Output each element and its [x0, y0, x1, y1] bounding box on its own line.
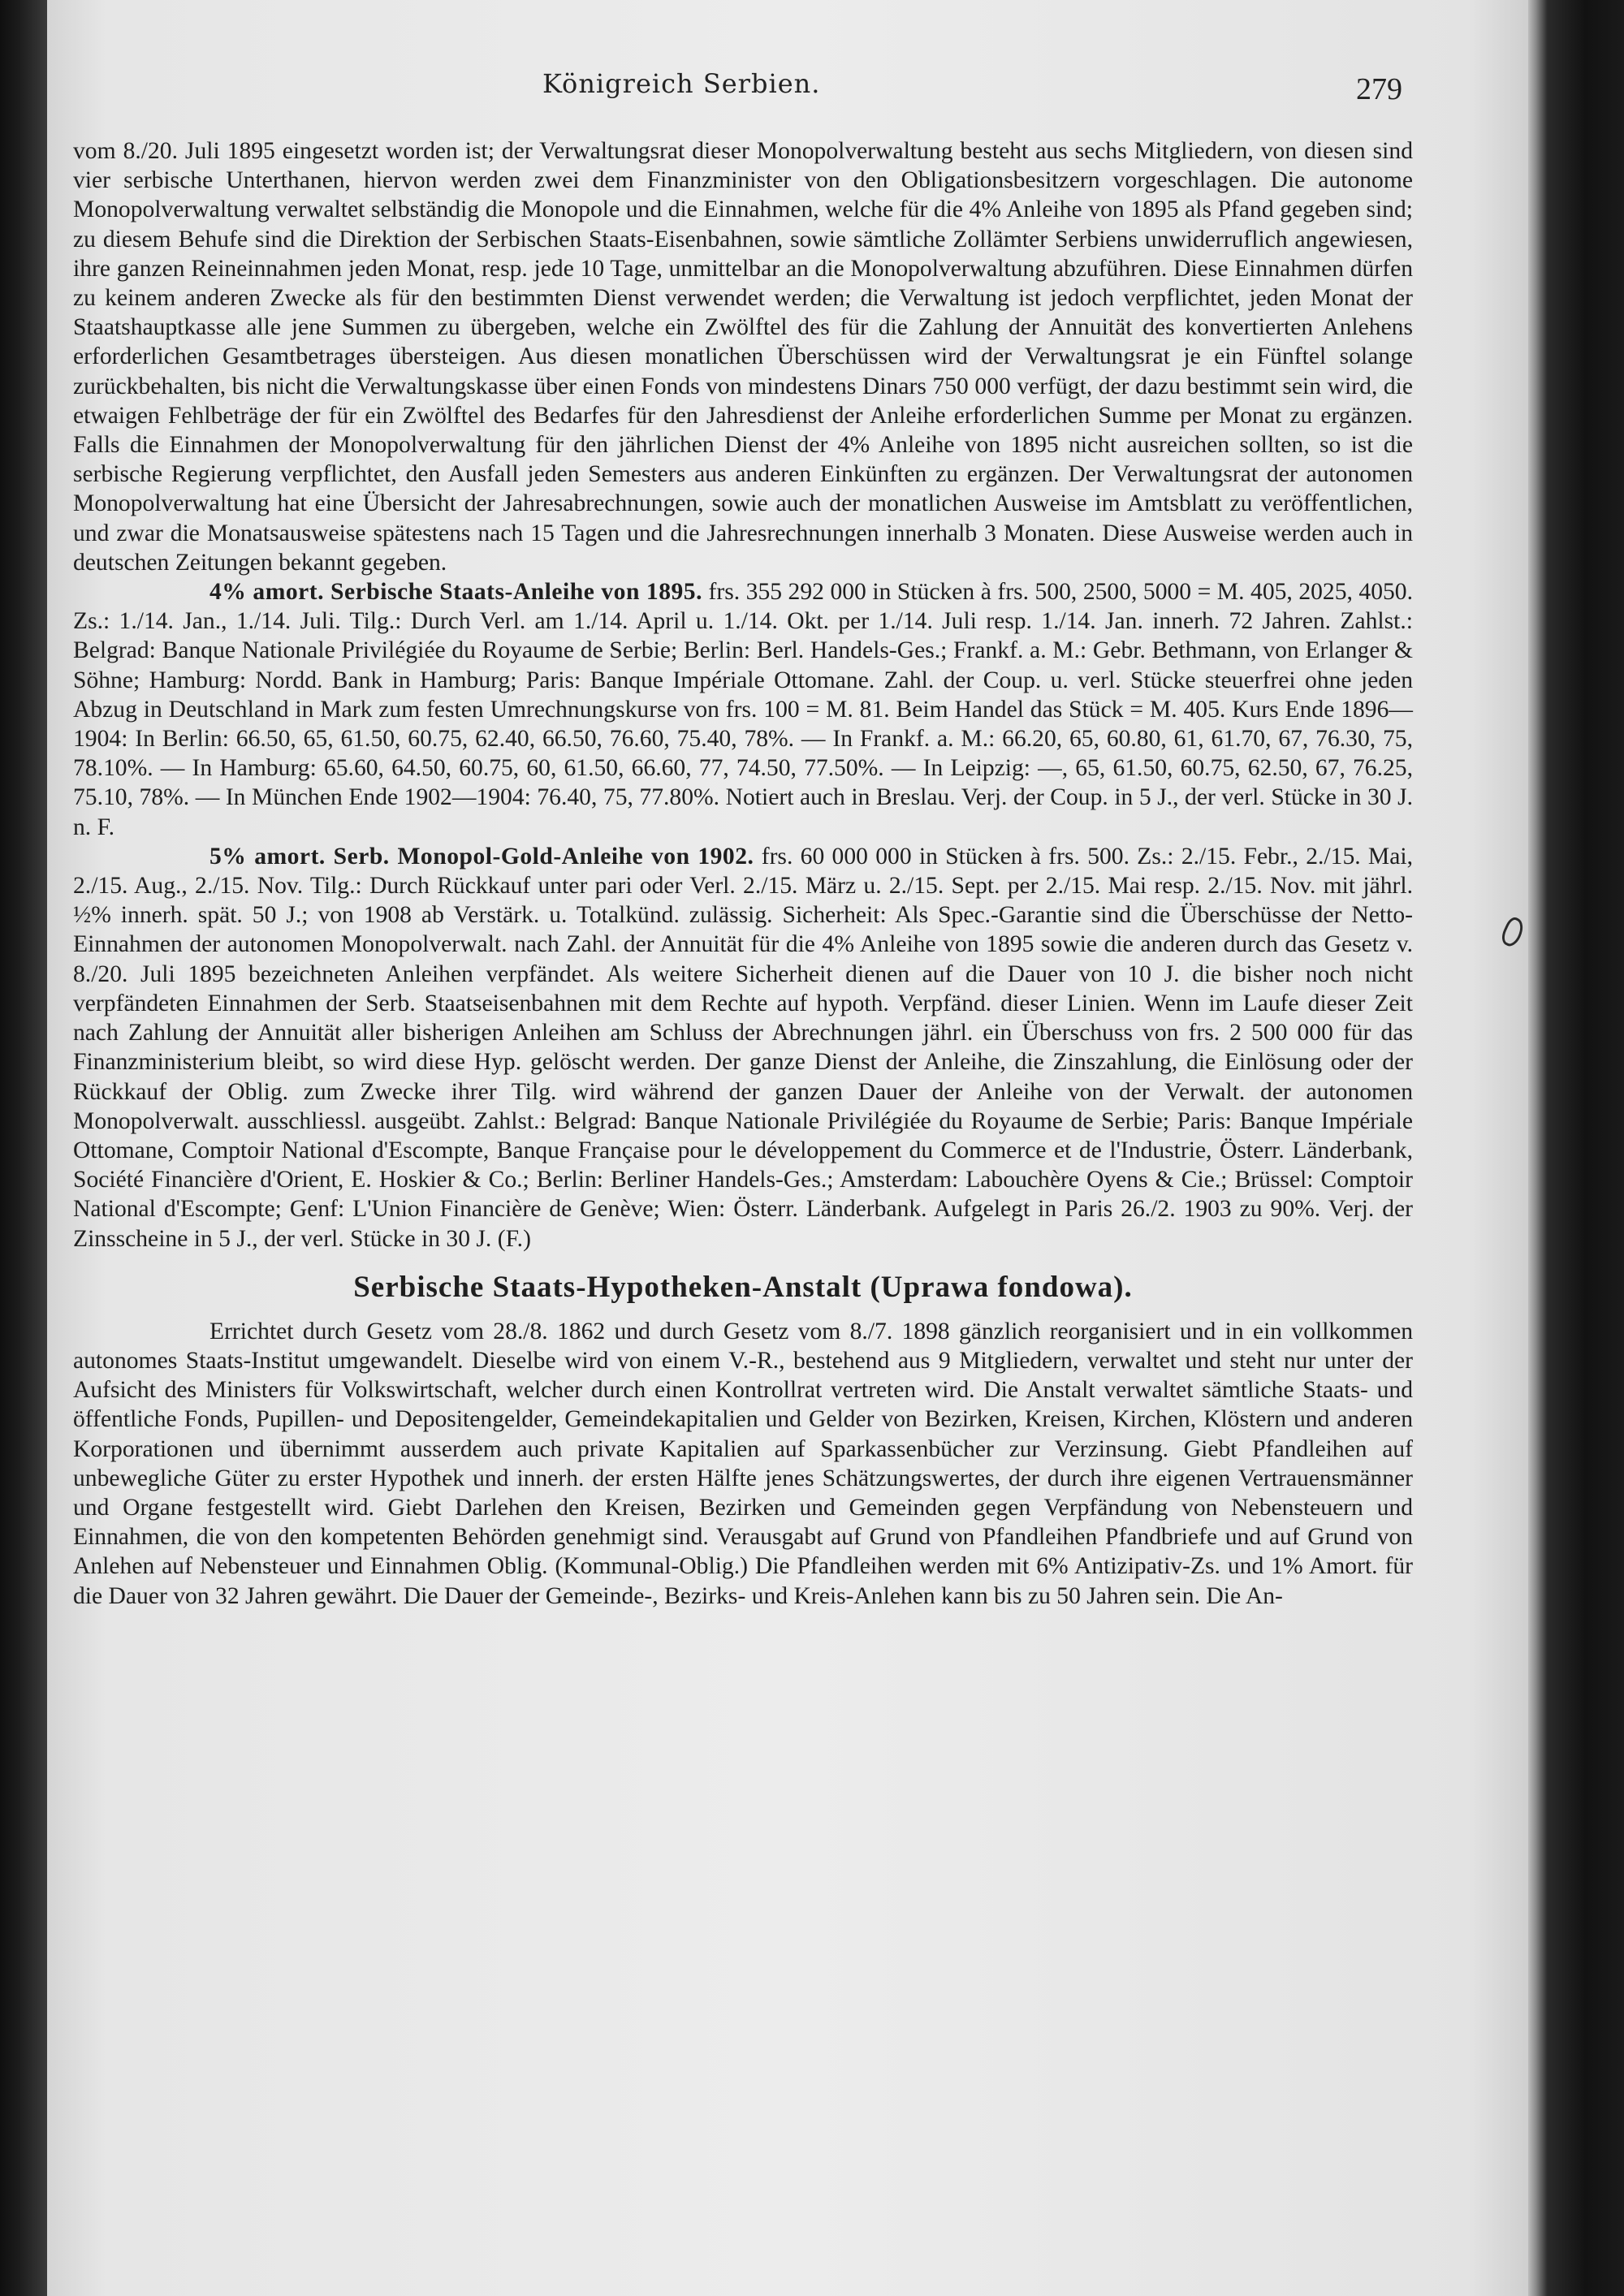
entry-body-monopol-anleihe-1902: frs. 60 000 000 in Stücken à frs. 500. Zs.: 2./15. Febr., 2./15. Mai, 2./15. Aug., 2./15. Nov. Tilg.: Durch Rückkauf unter pari oder Verl. 2./15. März u. 2./15. Sept. per 2./15. Mai resp. 2./15. Nov. mit jährl. ½% innerh. spät. 50 J.; von 1908 ab Verstärk. u. Totalkünd. zulässig. Sicherheit: Als Spec.-Garantie sind die Überschüsse der Netto-Einnahmen der autonomen Monopolverwalt. nach Zahl. der Annuität für die 4% Anleihe von 1895 sowie die anderen durch das Gesetz v. 8./20. Juli 1895 bezeichneten Anleihen verpfändet. Als weitere Sicherheit dienen auf die Dauer von 10 J. die bisher noch nicht verpfändeten Einnahmen der Serb. Staatseisenbahnen mit dem Rechte auf hypoth. Verpfänd. dieser Linien. Wenn im Laufe dieser Zeit nach Zahlung der Annuität aller bisherigen Anleihen am Schluss der Abrechnungen jährl. ein Überschuss von frs. 2 500 000 für das Finanzministerium bleibt, so wird diese Hyp. gelöscht werden. Der ganze Dienst der Anleihe, die Zinszahlung, die Einlösung oder der Rückkauf der Oblig. zum Zwecke ihrer Tilg. wird während der ganzen Dauer der Anleihe von der Verwalt. der autonomen Monopolverwalt. ausschliessl. ausgeübt. Zahlst.: Belgrad: Banque Nationale Privilégiée du Royaume de Serbie; Paris: Banque Impériale Ottomane, Comptoir National d'Escompte, Banque Française pour le développement du Commerce et de l'Industrie, Österr. Länderbank, Société Financière d'Orient, E. Hoskier & Co.; Berlin: Berliner Handels-Ges.; Amsterdam: Labouchère Oyens & Cie.; Brüssel: Comptoir National d'Escompte; Genf: L'Union Financière de Genève; Wien: Österr. Länderbank. Aufgelegt in Paris 26./2. 1903 zu 90%. Verj. der Zinsscheine in 5 J., der verl. Stücke in 30 J. (F.)	[73, 843, 1414, 1252]
paragraph-monopolverwaltung: vom 8./20. Juli 1895 eingesetzt worden ist; der Verwaltungsrat dieser Monopolverwaltung besteht aus sechs Mitgliedern, von diesen sind vier serbische Unterthanen, hiervon werden zwei dem Finanzminister von den Obligationsbesitzern vorgeschlagen. Die autonome Monopolverwaltung verwaltet selbständig die Monopole und die Einnahmen, welche für die 4% Anleihe von 1895 als Pfand gegeben sind; zu diesem Behufe sind die Direktion der Serbischen Staats-Eisenbahnen, sowie sämtliche Zollämter Serbiens unwiderruflich angewiesen, ihre ganzen Reineinnahmen jeden Monat, resp. jede 10 Tage, unmittelbar an die Monopolverwaltung abzuführen. Diese Einnahmen dürfen zu keinem anderen Zwecke als für den bestimmten Dienst verwendet werden; die Verwaltung ist jedoch verpflichtet, jeden Monat der Staatshauptkasse alle jene Summen zu übergeben, welche ein Zwölftel des für die Zahlung der Annuität des konvertierten Anlehens erforderlichen Gesamtbetrages übersteigen. Aus diesen monatlichen Überschüssen wird der Verwaltungsrat je ein Fünftel solange zurückbehalten, bis nicht die Verwaltungskasse über einen Fonds von mindestens Dinars 750 000 verfügt, der dazu bestimmt sein wird, die etwaigen Fehlbeträge der für ein Zwölftel des Bedarfes für den Jahresdienst der Anleihe erforderlichen Summe per Monat zu ergänzen. Falls die Einnahmen der Monopolverwaltung für den jährlichen Dienst der 4% Anleihe von 1895 nicht ausreichen sollten, so ist die serbische Regierung verpflichtet, den Ausfall jeden Semesters aus anderen Einkünften zu ergänzen. Der Verwaltungsrat der autonomen Monopolverwaltung hat eine Übersicht der Jahresabrechnungen, sowie auch der monatlichen Ausweise im Amtsblatt zu veröffentlichen, und zwar die Monatsausweise spätestens nach 15 Tagen und die Jahresrechnungen innerhalb 3 Monaten. Diese Ausweise werden auch in deutschen Zeitungen bekannt gegeben.	[73, 138, 1413, 576]
running-head: Königreich Serbien.	[542, 68, 821, 99]
paragraph-anleihe-1895	[73, 577, 1413, 842]
body-text	[73, 136, 1413, 1611]
paragraph-monopol-anleihe-1902	[73, 842, 1413, 1254]
entry-body-anleihe-1895: frs. 355 292 000 in Stücken à frs. 500, 2500, 5000 = M. 405, 2025, 4050. Zs.: 1./14. Jan., 1./14. Juli. Tilg.: Durch Verl. am 1./14. April u. 1./14. Okt. per 1./14. Juli resp. 1./14. Jan. innerh. 72 Jahren. Zahlst.: Belgrad: Banque Nationale Privilégiée du Royaume de Serbie; Berlin: Berl. Handels-Ges.; Frankf. a. M.: Gebr. Bethmann, von Erlanger & Söhne; Hamburg: Nordd. Bank in Hamburg; Paris: Banque Impériale Ottomane. Zahl. der Coup. u. verl. Stücke steuerfrei ohne jeden Abzug in Deutschland in Mark zum festen Umrechnungskurse von frs. 100 = M. 81. Beim Handel das Stück = M. 405. Kurs Ende 1896—1904: In Berlin: 66.50, 65, 61.50, 60.75, 62.40, 66.50, 76.60, 75.40, 78%. — In Frankf. a. M.: 66.20, 65, 60.80, 61, 61.70, 67, 76.30, 75, 78.10%. — In Hamburg: 65.60, 64.50, 60.75, 60, 61.50, 66.60, 77, 74.50, 77.50%. — In Leipzig: —, 65, 61.50, 60.75, 62.50, 67, 76.25, 75.10, 78%. — In München Ende 1902—1904: 76.40, 75, 77.80%. Notiert auch in Breslau. Verj. der Coup. in 5 J., der verl. Stücke in 30 J. n. F.	[73, 579, 1414, 840]
section-title: Serbische Staats-Hypotheken-Anstalt (Uprawa fondowa).	[353, 1270, 1133, 1304]
paragraph-hypotheken-anstalt: Errichtet durch Gesetz vom 28./8. 1862 und durch Gesetz vom 8./7. 1898 gänzlich reorganisiert und in ein vollkommen autonomes Staats-Institut umgewandelt. Dieselbe wird von einem V.-R., bestehend aus 9 Mitgliedern, verwaltet und steht nur unter der Aufsicht des Ministers für Volkswirtschaft, welcher durch einen Kontrollrat vertreten wird. Die Anstalt verwaltet sämtliche Staats- und öffentliche Fonds, Pupillen- und Depositengelder, Gemeindekapitalien und Gelder von Bezirken, Kreisen, Kirchen, Klöstern und anderen Korporationen und übernimmt ausserdem auch private Kapitalien auf Sparkassenbücher zur Verzinsung. Giebt Pfandleihen auf unbewegliche Güter zu erster Hypothek und innerh. der ersten Hälfte jenes Schätzungswertes, der durch ihre eigenen Vertrauensmänner und Organe festgestellt wird. Giebt Darlehen den Kreisen, Bezirken und Gemeinden gegen Verpfändung von Nebensteuern und Einnahmen, die von den kompetenten Behörden genehmigt sind. Verausgabt auf Grund von Pfandleihen Pfandbriefe und auf Grund von Anlehen auf Nebensteuer und Einnahmen Oblig. (Kommunal-Oblig.) Die Pfandleihen werden mit 6% Antizipativ-Zs. und 1% Amort. für die Dauer von 32 Jahren gewährt. Die Dauer der Gemeinde-, Bezirks- und Kreis-Anlehen kann bis zu 50 Jahren sein. Die An-	[73, 1318, 1413, 1609]
page-number: 279	[1356, 72, 1402, 106]
scan-border-right	[1528, 0, 1624, 2296]
document-page	[47, 0, 1528, 2296]
scan-border-left	[0, 0, 47, 2296]
entry-heading-anleihe-1895: 4% amort. Serbische Staats-Anleihe von 1895.	[209, 579, 703, 606]
entry-heading-monopol-anleihe-1902: 5% amort. Serb. Monopol-Gold-Anleihe von 1902.	[209, 843, 754, 870]
